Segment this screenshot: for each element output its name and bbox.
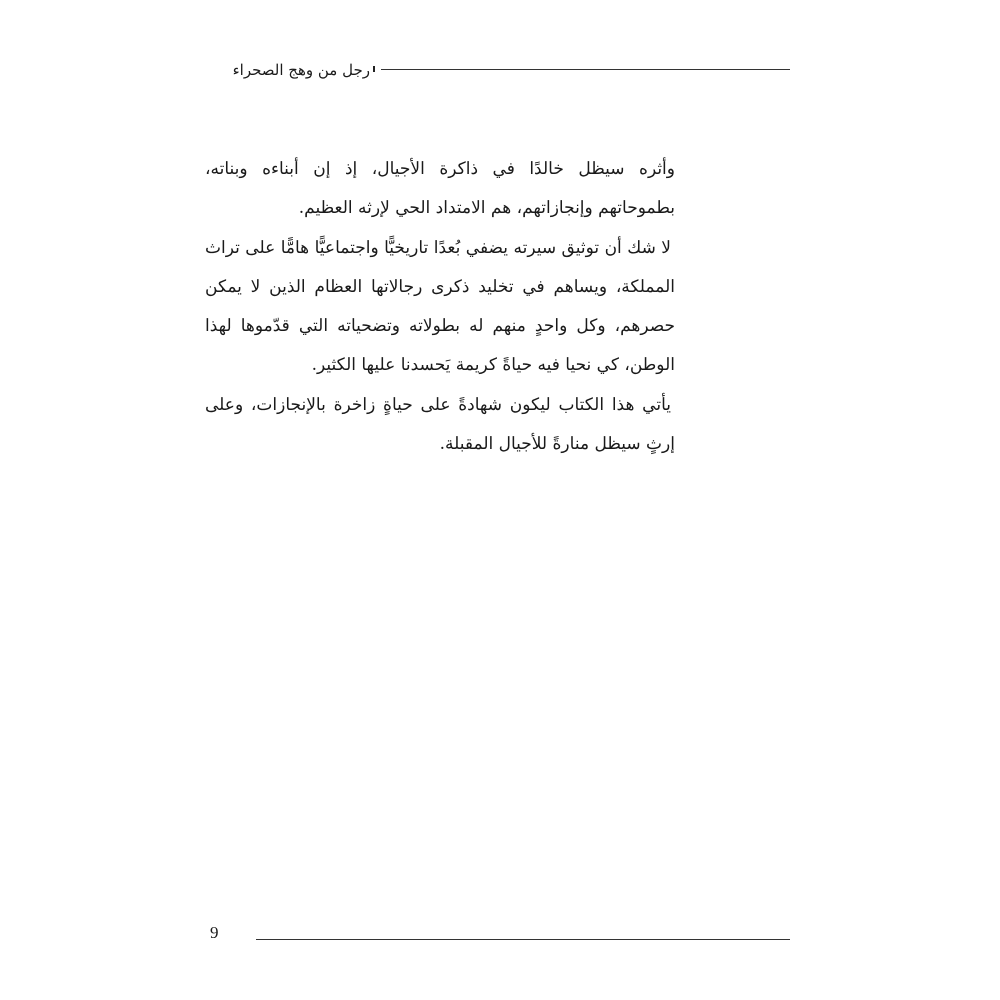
body-text: [205, 150, 675, 464]
running-header-title: رجل من وهج الصحراء: [232, 61, 370, 79]
paragraph-1: وأثره سيظل خالدًا في ذاكرة الأجيال، إذ إن أبناءه وبناته، بطموحاتهم وإنجازاتهم، هم الامتداد الحي لإرثه العظيم.: [205, 159, 675, 219]
paragraph-2: لا شك أن توثيق سيرته يضفي بُعدًا تاريخيًّا واجتماعيًّا هامًّا على تراث المملكة، ويساهم في تخليد ذكرى رجالاتها العظام الذين لا يمكن حصرهم، وكل واحدٍ منهم له بطولاته وتضحياته التي قدّموها لهذا الوطن، كي نحيا فيه حياةً كريمة يَحسدنا عليها الكثير.: [205, 237, 675, 376]
header-marker: [373, 66, 375, 72]
page-number: 9: [210, 923, 219, 942]
paragraph-3: يأتي هذا الكتاب ليكون شهادةً على حياةٍ زاخرة بالإنجازات، وعلى إرثٍ سيظل منارةً للأجيال المقبلة.: [205, 394, 675, 455]
footer-rule: [256, 939, 790, 940]
header-rule: [381, 69, 790, 70]
